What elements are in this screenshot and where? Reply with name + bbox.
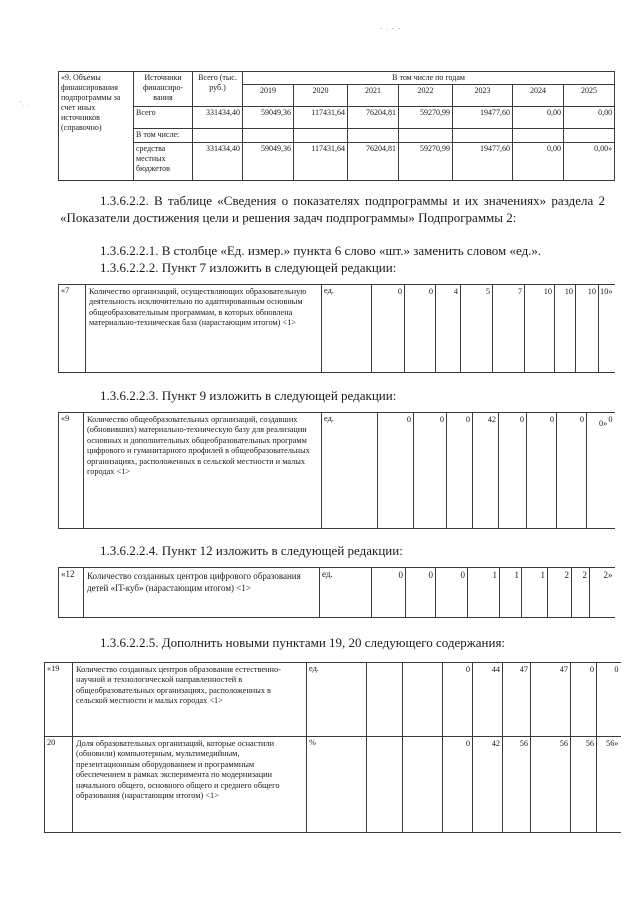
table-row xyxy=(45,663,621,737)
indicator-name: Количество созданных центров образования естественно-научной и технологической направленностей в общеобразовательных организациях, расположенных в сельской местности и малых городах <1> xyxy=(73,663,307,737)
total-cell xyxy=(193,129,243,143)
value-cell xyxy=(403,737,443,833)
paragraph-1-3-6-2-2-5: 1.3.6.2.2.5. Дополнить новыми пунктами 19, 20 следующего содержания: xyxy=(100,635,506,650)
unit-cell: ед. xyxy=(320,568,372,618)
value-cell: 2» xyxy=(590,568,615,618)
table-row xyxy=(59,568,615,618)
value-cell: 4 xyxy=(436,285,461,373)
value-cell: 0 xyxy=(597,663,621,737)
table-row xyxy=(59,107,615,129)
indicator-9-table xyxy=(58,412,615,529)
table-row xyxy=(45,737,621,833)
value-cell: 0 xyxy=(443,663,473,737)
value-cell: 0,00» xyxy=(564,143,615,181)
value-cell: 56 xyxy=(571,737,597,833)
unit-cell: ед. xyxy=(322,285,372,373)
unit-cell: % xyxy=(307,737,367,833)
value-cell xyxy=(453,129,513,143)
value-cell: 0 xyxy=(372,285,405,373)
value-cell: 0 xyxy=(571,663,597,737)
total-cell: 331434,40 xyxy=(193,107,243,129)
year-header: 2024 xyxy=(513,85,564,107)
value-cell: 76204,81 xyxy=(348,107,399,129)
new-indicators-table xyxy=(44,662,621,833)
paragraph-1-3-6-2-2: 1.3.6.2.2. В таблице «Сведения о показателях подпрограммы и их значениях» раздела 2 «Показатели достижения цели и решения задач подпрограммы» Подпрограммы 2: xyxy=(60,193,605,225)
total-header: Всего (тыс. руб.) xyxy=(193,72,243,107)
value-cell: 0 xyxy=(372,568,406,618)
value-cell: 47 xyxy=(503,663,531,737)
value-cell: 5 xyxy=(461,285,493,373)
source-cell: средства местных бюджетов xyxy=(134,143,193,181)
scan-noise-mark: '. . xyxy=(20,100,31,108)
value-cell: 0,00 xyxy=(513,107,564,129)
year-header: 2023 xyxy=(453,85,513,107)
value-cell: 0» xyxy=(599,419,608,428)
table-row xyxy=(59,285,615,373)
value-cell: 10 xyxy=(525,285,555,373)
value-cell: 59049,36 xyxy=(243,107,294,129)
value-cell xyxy=(367,663,403,737)
value-cell: 117431,64 xyxy=(294,107,348,129)
value-cell: 0 xyxy=(414,413,447,529)
indicator-12-table xyxy=(58,567,615,618)
table-row xyxy=(59,413,615,529)
financing-table xyxy=(58,71,615,181)
value-cell: 42 xyxy=(473,413,499,529)
value-cell: 0 xyxy=(447,413,473,529)
value-cell xyxy=(294,129,348,143)
value-cell: 19477,60 xyxy=(453,107,513,129)
row-number: «12 xyxy=(59,568,84,618)
value-cell: 2 xyxy=(572,568,590,618)
value-cell: 42 xyxy=(473,737,503,833)
indicator-name: Количество созданных центров цифрового образования детей «IT-куб» (нарастающим итогом) <1> xyxy=(84,568,320,618)
value-cell: 0,00 xyxy=(513,143,564,181)
value-cell: 2 xyxy=(548,568,572,618)
value-cell: 0 xyxy=(587,413,615,529)
row-number: 20 xyxy=(45,737,73,833)
value-cell: 0,00 xyxy=(564,107,615,129)
value-cell: 0 xyxy=(378,413,414,529)
row-number: «7 xyxy=(59,285,86,373)
source-cell: Всего xyxy=(134,107,193,129)
financing-section-label: «9. Объемы финансирования подпрограммы за счет иных источников (справочно) xyxy=(59,72,134,181)
paragraph-1-3-6-2-2-2: 1.3.6.2.2.2. Пункт 7 изложить в следующей редакции: xyxy=(100,260,397,275)
value-cell: 59270,99 xyxy=(399,107,453,129)
indicator-name: Количество организаций, осуществляющих образовательную деятельность исключительно по адаптированным основным общеобразовательным программам, в которых обновлена материально-техническая база (нарастающим итогом) <1> xyxy=(86,285,322,373)
scan-noise-mark: - . - - xyxy=(380,24,401,32)
value-cell xyxy=(348,129,399,143)
indicator-7-table xyxy=(58,284,615,373)
value-cell: 10» xyxy=(599,285,615,373)
row-number: «9 xyxy=(59,413,84,529)
value-cell: 0 xyxy=(443,737,473,833)
years-header: В том числе по годам xyxy=(243,72,615,85)
value-cell: 44 xyxy=(473,663,503,737)
total-cell: 331434,40 xyxy=(193,143,243,181)
paragraph-1-3-6-2-2-3: 1.3.6.2.2.3. Пункт 9 изложить в следующей редакции: xyxy=(100,388,397,403)
value-cell: 7 xyxy=(493,285,525,373)
value-cell: 1 xyxy=(500,568,522,618)
value-cell: 19477,60 xyxy=(453,143,513,181)
value-cell: 56 xyxy=(503,737,531,833)
value-cell: 0 xyxy=(557,413,587,529)
value-cell xyxy=(564,129,615,143)
row-number: «19 xyxy=(45,663,73,737)
value-cell: 117431,64 xyxy=(294,143,348,181)
value-cell: 1 xyxy=(522,568,548,618)
unit-cell: ед. xyxy=(322,413,378,529)
value-cell: 1 xyxy=(468,568,500,618)
value-cell: 59049,36 xyxy=(243,143,294,181)
sources-header: Источники финансиро-вания xyxy=(134,72,193,107)
value-cell: 0 xyxy=(436,568,468,618)
year-header: 2022 xyxy=(399,85,453,107)
value-cell: 56 xyxy=(531,737,571,833)
value-cell xyxy=(399,129,453,143)
paragraph-1-3-6-2-2-1: 1.3.6.2.2.1. В столбце «Ед. измер.» пункта 6 слово «шт.» заменить словом «ед.». xyxy=(100,243,542,258)
value-cell xyxy=(403,663,443,737)
table-row xyxy=(59,129,615,143)
indicator-name: Доля образовательных организаций, которые оснастили (обновили) компьютерным, мультимедийным, презентационным оборудованием и программным обеспечением в рамках эксперимента по модернизации начального общего, основного общего и среднего общего образования (нарастающим итогом) <1> xyxy=(73,737,307,833)
value-cell: 0 xyxy=(527,413,557,529)
value-cell: 10 xyxy=(555,285,576,373)
year-header: 2019 xyxy=(243,85,294,107)
year-header: 2025 xyxy=(564,85,615,107)
year-header: 2021 xyxy=(348,85,399,107)
year-header: 2020 xyxy=(294,85,348,107)
source-cell: В том числе: xyxy=(134,129,193,143)
unit-cell: ед. xyxy=(307,663,367,737)
value-cell xyxy=(367,737,403,833)
value-cell: 10 xyxy=(576,285,599,373)
value-cell xyxy=(513,129,564,143)
value-cell: 47 xyxy=(531,663,571,737)
value-cell: 56» xyxy=(597,737,621,833)
value-cell: 0 xyxy=(406,568,436,618)
value-cell: 59270,99 xyxy=(399,143,453,181)
value-cell: 0 xyxy=(405,285,436,373)
paragraph-1-3-6-2-2-4: 1.3.6.2.2.4. Пункт 12 изложить в следующей редакции: xyxy=(100,543,403,558)
table-row xyxy=(59,143,615,181)
value-cell: 0 xyxy=(499,413,527,529)
indicator-name: Количество общеобразовательных организаций, создавших (обновивших) материально-техническую базу для реализации основных и дополнительных общеобразовательных программ цифрового и гуманитарного профилей в общеобразовательных организациях, расположенных в сельской местности и малых городах <1> xyxy=(84,413,322,529)
value-cell xyxy=(243,129,294,143)
value-cell: 76204,81 xyxy=(348,143,399,181)
